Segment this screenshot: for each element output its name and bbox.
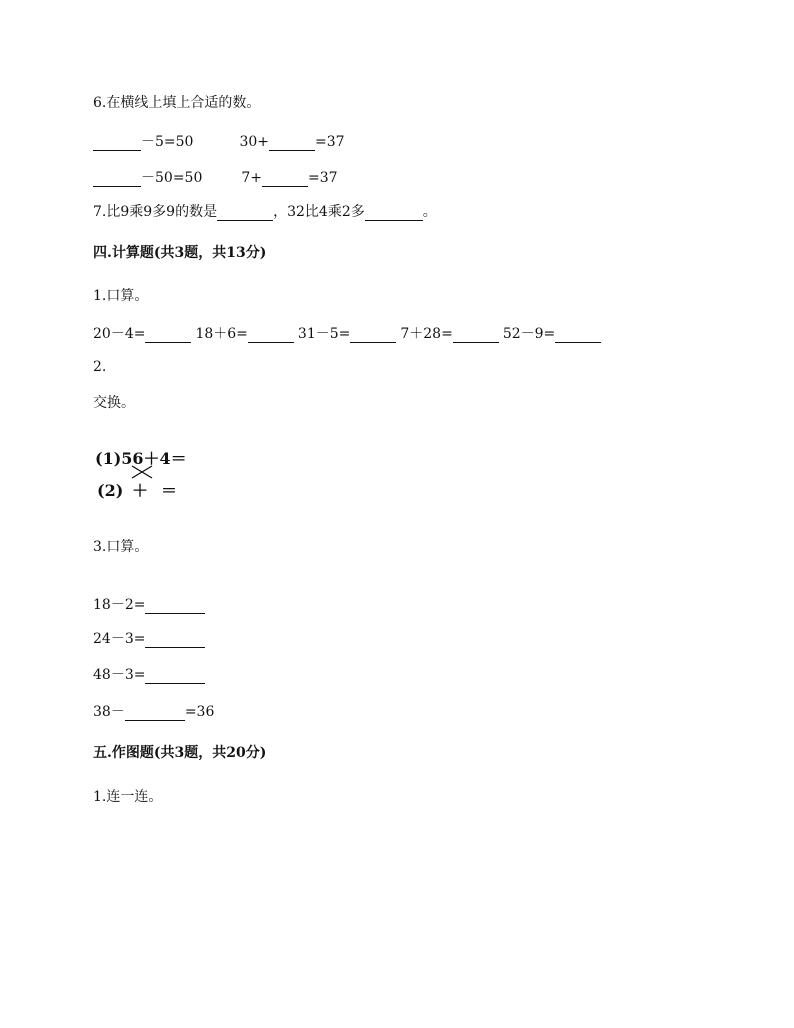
q6-row2 bbox=[93, 169, 338, 187]
draw1-title: 1.连一连。 bbox=[93, 789, 163, 805]
q6-row2-a: －50=50 bbox=[141, 170, 203, 186]
answer-blank[interactable] bbox=[248, 328, 294, 343]
calc3-row bbox=[93, 596, 205, 614]
answer-blank[interactable] bbox=[145, 328, 191, 343]
answer-blank[interactable] bbox=[93, 136, 141, 151]
q6-title: 6.在横线上填上合适的数。 bbox=[93, 95, 261, 111]
section4-heading: 四.计算题(共3题，共13分) bbox=[93, 245, 267, 261]
calc1-item: 7＋28= bbox=[400, 326, 453, 342]
answer-blank[interactable] bbox=[350, 328, 396, 343]
answer-blank[interactable] bbox=[93, 172, 141, 187]
calc3-row bbox=[93, 630, 205, 648]
section5-heading: 五.作图题(共3题，共20分) bbox=[93, 745, 267, 761]
q7 bbox=[93, 203, 437, 221]
answer-blank[interactable] bbox=[145, 599, 205, 614]
answer-blank[interactable] bbox=[555, 328, 601, 343]
cross-arrows-icon bbox=[131, 465, 153, 479]
q7-part3: 。 bbox=[422, 204, 437, 220]
answer-blank[interactable] bbox=[262, 172, 308, 187]
calc3-item: 48－3= bbox=[93, 667, 146, 683]
q6-row2-b-suffix: =37 bbox=[308, 170, 338, 186]
calc2-title: 交换。 bbox=[93, 395, 135, 411]
calc1-item: 18＋6= bbox=[195, 326, 248, 342]
calc3-row bbox=[93, 666, 205, 684]
answer-blank[interactable] bbox=[145, 669, 205, 684]
answer-blank[interactable] bbox=[145, 633, 205, 648]
q6-row2-b-prefix: 7+ bbox=[241, 170, 262, 186]
answer-blank[interactable] bbox=[217, 206, 273, 221]
exchange-line2-equals: ＝ bbox=[161, 481, 178, 500]
calc3-title: 3.口算。 bbox=[93, 539, 149, 555]
q6-row1-a: －5=50 bbox=[141, 134, 194, 150]
calc1-title: 1.口算。 bbox=[93, 288, 149, 304]
q7-part2: ，32比4乘2多 bbox=[273, 204, 365, 220]
answer-blank[interactable] bbox=[125, 706, 185, 721]
exchange-line2-label: (2) bbox=[97, 481, 124, 500]
q6-row1-b-prefix: 30+ bbox=[239, 134, 269, 150]
q6-row1 bbox=[93, 133, 345, 151]
calc3-last-suffix: =36 bbox=[184, 704, 215, 720]
q6-row1-b-suffix: =37 bbox=[315, 134, 345, 150]
calc1-item: 20－4= bbox=[93, 326, 146, 342]
calc3-last-prefix: 38－ bbox=[93, 704, 125, 720]
calc2-number: 2. bbox=[93, 359, 107, 375]
answer-blank[interactable] bbox=[269, 136, 315, 151]
answer-blank[interactable] bbox=[365, 206, 423, 221]
exchange-line1: (1)56＋4＝ bbox=[95, 449, 187, 468]
calc1-row bbox=[93, 325, 601, 343]
calc1-item: 52－9= bbox=[502, 326, 556, 342]
calc3-item: 24－3= bbox=[93, 631, 146, 647]
q7-part1: 7.比9乘9多9的数是 bbox=[93, 204, 218, 220]
calc3-item: 18－2= bbox=[93, 597, 146, 613]
calc3-row bbox=[93, 703, 214, 721]
exchange-line2-plus: ＋ bbox=[132, 481, 149, 500]
answer-blank[interactable] bbox=[453, 328, 499, 343]
calc1-item: 31－5= bbox=[297, 326, 351, 342]
